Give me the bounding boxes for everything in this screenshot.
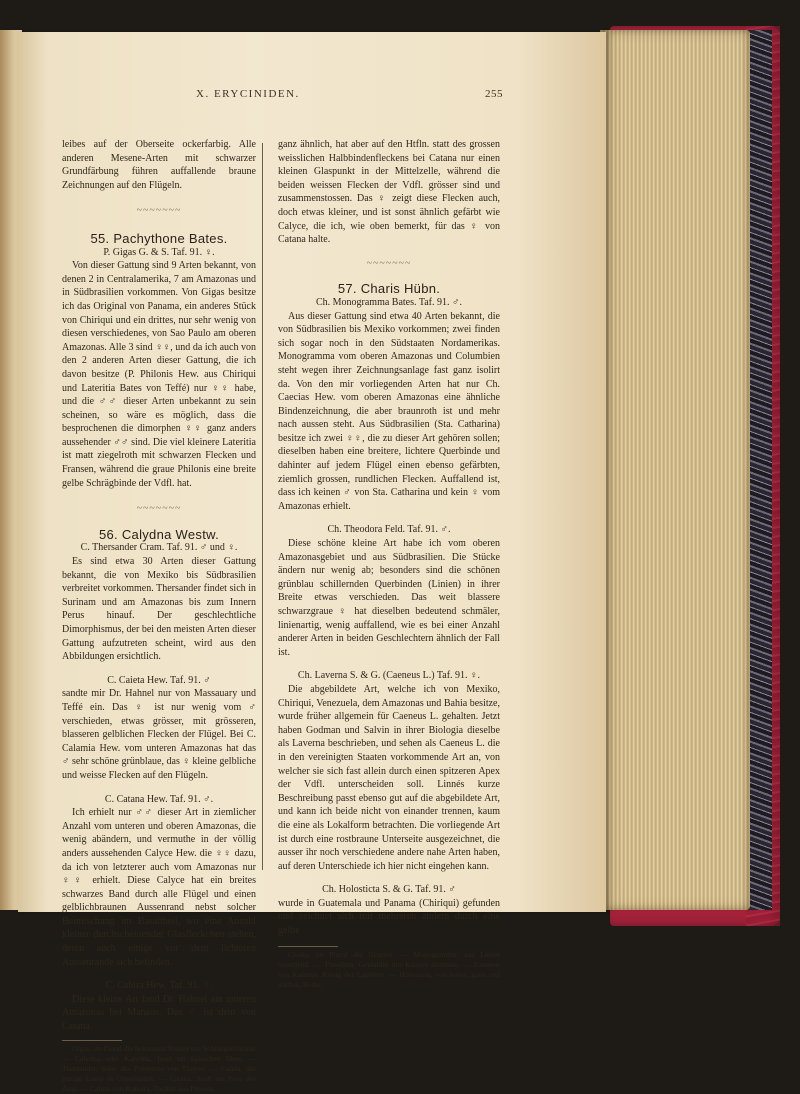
paragraph: Es sind etwa 30 Arten dieser Gattung bekannt, die von Mexiko bis Südbrasilien verbreitet vorkommen. Thersander findet sich in Surinam und am Amazonas bis zum Innern Perus hinauf. Der geschlechtliche Dimorphismus, der bei den meisten Arten dieser Gattung aufzutreten scheint, wird aus den Abbildungen ersichtlich. [62, 556, 256, 663]
paragraph: leibes auf der Oberseite ockerfarbig. Alle anderen Mesene-Arten mit schwarzer Grundfärbung führen auffallende braune Zeichnungen auf den Flügeln. [62, 139, 256, 191]
column-divider [262, 143, 263, 870]
species-heading: Ch. Monogramma Bates. Taf. 91. ♂. [315, 296, 463, 308]
chapter-title: X. ERYCINIDEN. [196, 88, 300, 100]
species-heading: Ch. Theodora Feld. Taf. 91. ♂. [327, 524, 451, 536]
paragraph: ganz ähnlich, hat aber auf den Htfln. statt des grossen weisslichen Halbbindenfleckens bei Catana nur einen kleinen Glaspunkt in der Mittelzelle, während die beiden weissen Flecken der Vdfl. grösser sind und zusammenstossen. Das ♀ zeigt diese Flecken auch, doch etwas kleiner, und ist sonst ähnlich gefärbt wie Calyce, die ich, wie oben bemerkt, für das ♀ von Catana halte. [278, 139, 500, 246]
footnote-rule [278, 946, 338, 947]
section-heading: 55. Pachythone Bates. [90, 230, 228, 246]
paragraph: Die abgebildete Art, welche ich von Mexiko, Chiriqui, Venezuela, dem Amazonas und Bahia besitze, wurde früher allgemein für Caeneus L. gehalten. Jetzt haben Godman und Salvin in ihrer Biologia dieselbe als Laverna beschrieben, und sehen als Caeneus L. die in den vereinigten Staaten vorkommende Art an, von welcher sie sich fast allein durch einen spitzeren Apex der Vdfl. unterscheiden soll. Linnés kurze Beschreibung passt ebenso gut auf die abgebildete Art, und kann ich beide nicht von einander trennen, kaum die eine als Lokalform betrachten. Die vorliegende Art ist durch eine rostbraune Unterseite ausgezeichnet, die ausser ihr noch verschiedene andere nahe Arten haben, auf deren Unterschiede ich hier nicht eingehen kann. [278, 683, 500, 872]
flourish: ~~~~~~~ [366, 257, 412, 269]
paragraph: sandte mir Dr. Hahnel nur von Massauary und Teffé ein. Das ♀ ist nur wenig vom ♂ verschieden, etwas grösser, mit grösseren, blasseren gelblichen Flecken der Flügel. Bei C. Calamia Hew. vom unteren Amazonas hat das ♂ sehr schöne grünblaue, das ♀ kleine gelbliche und weisse Flecken auf den Flügeln. [62, 688, 256, 781]
species-heading: P. Gigas G. & S. Taf. 91. ♀. [103, 246, 215, 258]
paragraph: Ich erhielt nur ♂♂ dieser Art in ziemlicher Anzahl vom unteren und oberen Amazonas, die wenig abändern, und vermuthe in der völlig anders aussehenden Calyce Hew. die ♀♀ dazu, da ich von letzterer auch vom Amazonas nur ♀♀ erhielt. Diese Calyce hat ein breites schwarzes Band durch alle Flügel und einen gelblichbraunen Aussenrand nebst solcher Beimischung im Basaltheil, wo eine Anzahl kleiner durchscheinender Glasfleckchen stehen, deren auch einige vor dem lichteren Aussenrande sich befinden. [62, 807, 256, 968]
species-heading: Ch. Holosticta S. & G. Taf. 91. ♂ [322, 884, 456, 896]
right-column [278, 138, 500, 990]
marbled-edge [748, 30, 772, 910]
species-heading: Ch. Laverna S. & G. (Caeneus L.) Taf. 91. ♀. [297, 670, 481, 682]
paragraph: wurde in Guatemala und Panama (Chiriqui) gefunden und zeichnet sich mit mehreren andern durch eine gelbe [278, 897, 500, 937]
page-number: 255 [485, 88, 503, 100]
species-heading: C. Catana Hew. Taf. 91. ♂. [104, 793, 214, 805]
species-heading: C. Caieta Hew. Taf. 91. ♂ [107, 674, 211, 686]
page-edges [600, 30, 750, 910]
footnote: Gigas, im Plural die bekannten Riesen mit Schlangenfüssen. — Calydna oder Kalydna, Insel im ägäischen Meer. — Thersander, Sohn des Polynices von Theben. — Caieta, das jetzige Gaeta in Unteritalien. — Catana, Stadt am Fuss des Ätna. — Cabira von Kabeira, Tochter des Proteus. [62, 1043, 256, 1093]
footnote: Charis, im Plural die Grazien. — Monogramma, aus Linien bestehend. — Theodora, Gemahlin des Kaisers Justinian. — Caeneus von Kaineus, König der Lapithen. — Holosticta, von holos, ganz und stichos, Reihe. [278, 949, 500, 989]
flourish: ~~~~~~~ [136, 205, 182, 217]
footnote-rule [62, 1040, 122, 1041]
paragraph: Aus dieser Gattung sind etwa 40 Arten bekannt, die von Südbrasilien bis Mexiko vorkommen; zwei finden sich sogar noch in den Südstaaten Nordamerikas. Monogramma vom oberen Amazonas und Columbien steht wegen ihrer Zeichnungsanlage fast ganz isolirt da. Von den mir vorliegenden Arten hat nur Ch. Caecias Hew. vom oberen Amazonas eine ähnliche Bindenzeichnung, die aber braunroth ist und mehr nach aussen steht. Aus Südbrasilien (Sta. Catharina) besitze ich zwei ♀♀, die zu dieser Art gehören sollen; dieselben haben eine breitere, lichtere Querbinde und dahinter auf jedem Flügel einen ebenso gefärbten, ziemlich grossen, rundlichen Flecken. Auffallend ist, dass ich keinen ♂ von Sta. Catharina und kein ♀ vom Amazonas erhielt. [278, 310, 500, 512]
section-heading: 56. Calydna Westw. [98, 526, 220, 542]
flourish: ~~~~~~~ [136, 503, 182, 515]
section-heading: 57. Charis Hübn. [337, 281, 441, 297]
paragraph: Diese kleine Art fand Dr. Hahnel am unteren Amazonas bei Manaos. Das ♂ ist dem von Catana [62, 993, 256, 1033]
paragraph: Von dieser Gattung sind 9 Arten bekannt, von denen 2 in Centralamerika, 7 am Amazonas und in Südbrasilien vorkommen. Von Gigas besitze ich das Original von Panama, ein anderes Stück von Chiriqui und ein drittes, nur sehr wenig von diesen verschiedenes, von Sao Paulo am oberen Amazonas. Alle 3 sind ♀♀, und da ich auch von den 2 anderen Arten dieser Gattung, die ich davon besitze (P. Philonis Hew. aus Chiriqui und Lateritia Bates von Teffé) nur ♀♀ habe, und die ♂♂ dieser Arten unbekannt zu sein scheinen, so wäre es möglich, dass die besprochenen die dimorphen ♀♀ ganz anders aussehender ♂♂ sind. Die viel kleinere Lateritia ist matt ziegelroth mit schwarzen Flecken und Fransen, während die graue Philonis eine breite gelbe Schrägbinde der Vdfl. hat. [62, 260, 256, 489]
species-heading: C. Cabira Hew. Taf. 91. ♀. [105, 980, 213, 992]
species-heading: C. Thersander Cram. Taf. 91. ♂ und ♀. [80, 542, 238, 554]
paragraph: Diese schöne kleine Art habe ich vom oberen Amazonasgebiet und aus Südbrasilien. Die Stücke ändern nur wenig ab; besonders sind die schönen grünblau schillernden Querbinden (Linien) in ihrer Breite etwas verschieden. Das weit blassere schwarzgraue ♀ hat dieselben bedeutend schmäler, linienartig, wenig auffallend, wie es bei einer Anzahl anderer Arten in beiden Geschlechtern ähnlich der Fall ist. [278, 538, 500, 658]
left-column [62, 138, 256, 1094]
